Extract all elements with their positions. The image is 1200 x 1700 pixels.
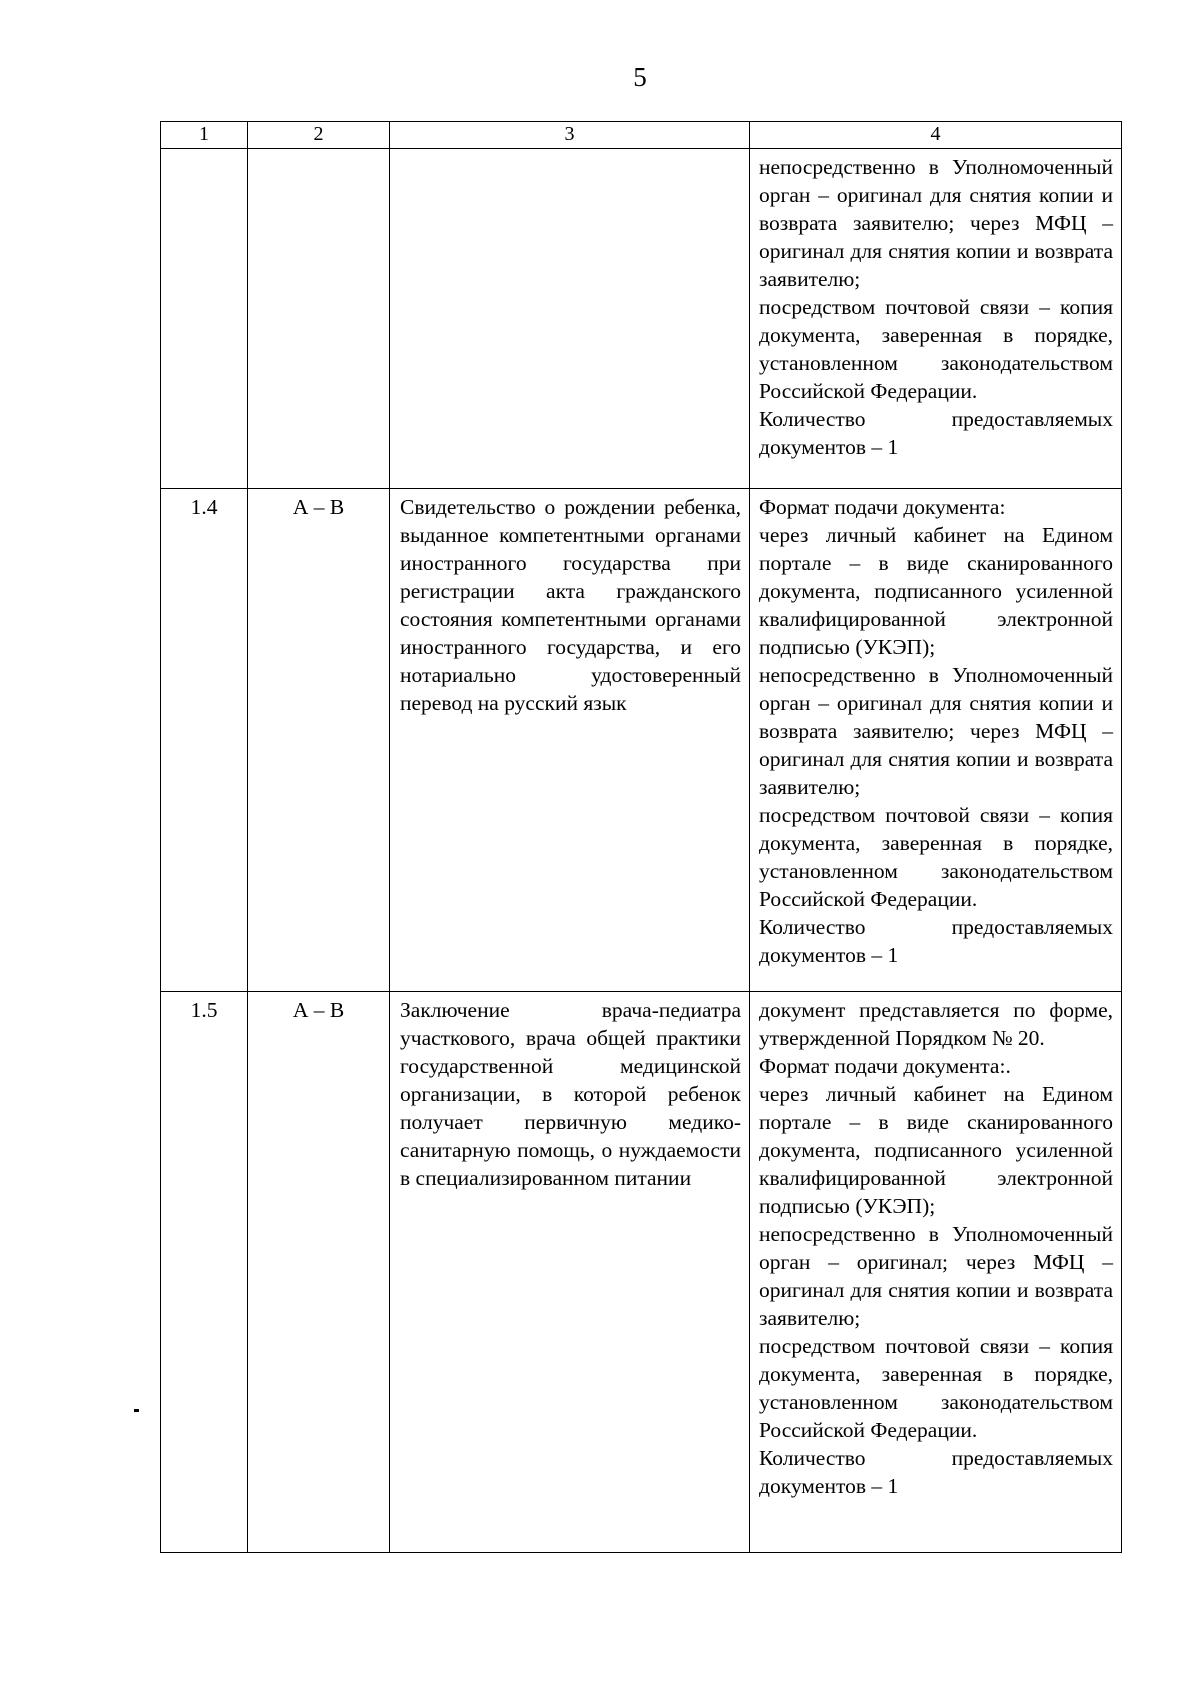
format-paragraph: через личный кабинет на Едином портале – в виде сканированного документа, подписанного усиленной квалифицированной электронной подписью (УКЭП); [759,523,1113,659]
format-paragraph: Количество предоставляемых документов – 1 [759,1446,1113,1498]
row-submission-format [750,149,1122,489]
format-paragraph: непосредственно в Уполномоченный орган – оригинал; через МФЦ – оригинал для снятия копии и возврата заявителю; [759,1222,1113,1330]
row-description: Заключение врача-педиатра участкового, врача общей практики государственной медицинской организации, в которой ребенок получает первичную медико-санитарную помощь, о нуждаемости в специализированном питании [390,992,750,1553]
format-paragraph: Количество предоставляемых документов – 1 [759,407,1113,459]
table-row [161,149,1122,489]
column-header-2: 2 [248,122,390,149]
format-paragraph: через личный кабинет на Едином портале – в виде сканированного документа, подписанного усиленной квалифицированной электронной подписью (УКЭП); [759,1082,1113,1218]
format-paragraph: документ представляется по форме, утвержденной Порядком № 20. [759,998,1113,1050]
table-header-row [161,122,1122,149]
format-paragraph: Формат подачи документа: [759,495,1006,519]
row-description [390,149,750,489]
table-row [161,489,1122,992]
format-paragraph: посредством почтовой связи – копия документа, заверенная в порядке, установленном законодательством Российской Федерации. [759,1334,1113,1442]
scan-mark [134,1409,139,1412]
row-description: Свидетельство о рождении ребенка, выданное компетентными органами иностранного государства при регистрации акта гражданского состояния компетентными органами иностранного государства, и его нотариально удостоверенный перевод на русский язык [390,489,750,992]
row-number [161,149,248,489]
column-header-4: 4 [750,122,1122,149]
documents-table [160,121,1122,1553]
column-header-1: 1 [161,122,248,149]
row-number: 1.5 [161,992,248,1553]
table-row [161,992,1122,1553]
format-paragraph: непосредственно в Уполномоченный орган – оригинал для снятия копии и возврата заявителю; через МФЦ – оригинал для снятия копии и возврата заявителю; [759,663,1113,799]
row-submission-format [750,489,1122,992]
format-paragraph: непосредственно в Уполномоченный орган – оригинал для снятия копии и возврата заявителю; через МФЦ – оригинал для снятия копии и возврата заявителю; [759,155,1113,291]
row-number: 1.4 [161,489,248,992]
format-paragraph: посредством почтовой связи – копия документа, заверенная в порядке, установленном законодательством Российской Федерации. [759,803,1113,911]
row-submission-format [750,992,1122,1553]
row-category: А – В [248,489,390,992]
format-paragraph: Количество предоставляемых документов – 1 [759,915,1113,967]
row-category: А – В [248,992,390,1553]
format-paragraph: посредством почтовой связи – копия документа, заверенная в порядке, установленном законодательством Российской Федерации. [759,295,1113,403]
format-paragraph: Формат подачи документа:. [759,1054,1011,1078]
page-number: 5 [633,62,647,92]
column-header-3: 3 [390,122,750,149]
row-category [248,149,390,489]
